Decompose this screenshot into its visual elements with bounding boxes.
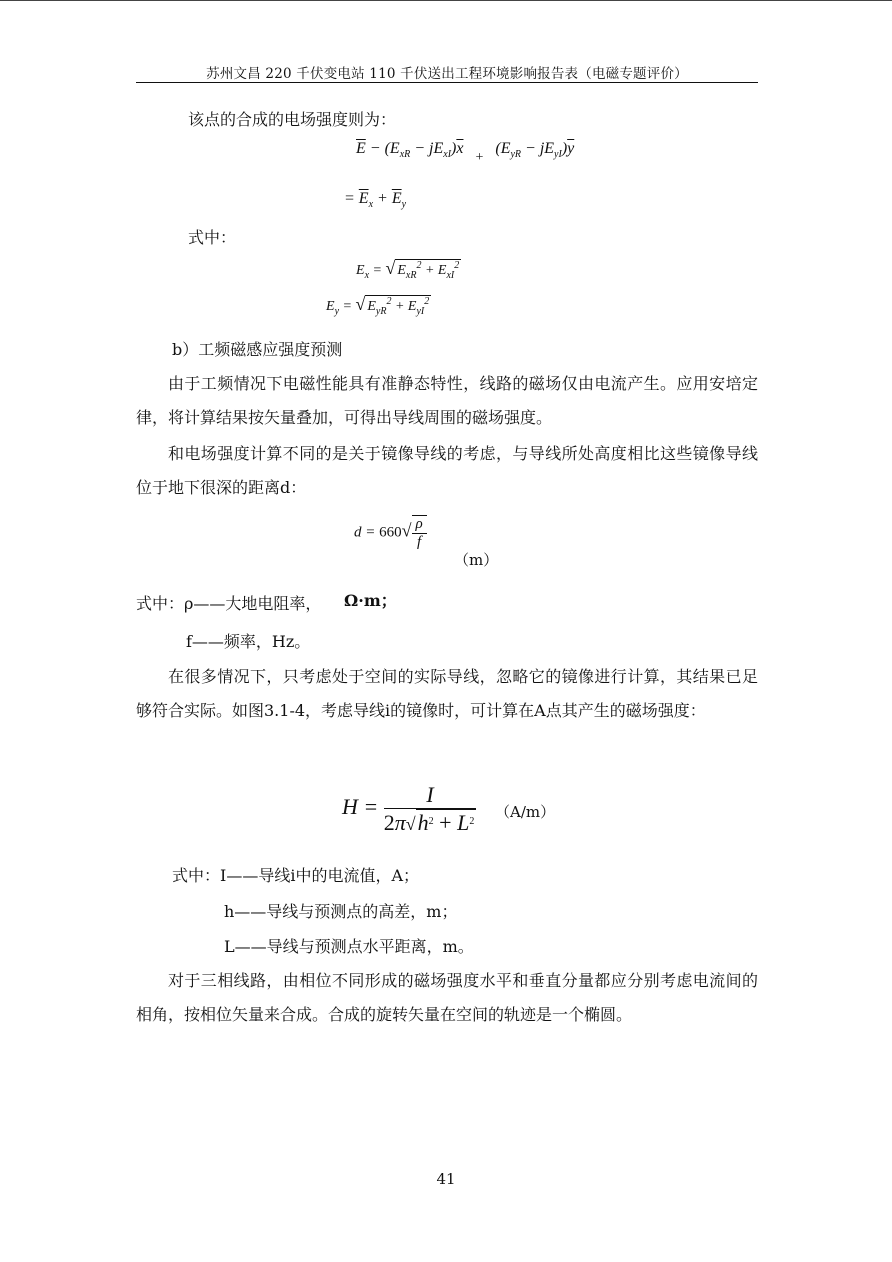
top-border bbox=[0, 0, 892, 1]
paragraph-1: 由于工频情况下电磁性能具有准静态特性，线路的磁场仅由电流产生。应用安培定律，将计算结果按矢量叠加，可得出导线周围的磁场强度。 bbox=[136, 374, 758, 427]
paragraph-4: 对于三相线路，由相位不同形成的磁场强度水平和垂直分量都应分别考虑电流间的相角，按相位矢量来合成。合成的旋转矢量在空间的轨迹是一个椭圆。 bbox=[136, 971, 758, 1024]
d-unit: （m） bbox=[454, 551, 499, 569]
equation-h: H = $\frac{I}{2\pi√h^2 + L^2}$ bbox=[342, 782, 475, 835]
page-header: 苏州文昌 220 千伏变电站 110 千伏送出工程环境影响报告表（电磁专题评价） bbox=[206, 66, 688, 82]
rho-unit: Ω·m； bbox=[344, 591, 397, 610]
header-rule bbox=[136, 82, 758, 83]
i-definition: 式中：I——导线i中的电流值，A； bbox=[172, 866, 419, 885]
equation-e-sum: = $\overline{E}_x + \overline{E}_y$ bbox=[344, 190, 407, 210]
rho-definition: 式中：ρ——大地电阻率， bbox=[136, 594, 322, 613]
equation-d: d = 660√ $\frac{\rho}{f}$ bbox=[354, 515, 427, 551]
equation-ex: $E_x$ = √ $E_{xR}^2 + E_{xI}^2$ bbox=[356, 258, 460, 281]
h-definition: h——导线与预测点的高差，m； bbox=[224, 902, 458, 921]
shizhong-label-1: 式中： bbox=[188, 228, 237, 247]
h-unit: （A/m） bbox=[495, 803, 556, 821]
resultant-intro: 该点的合成的电场强度则为： bbox=[188, 110, 397, 129]
equation-e-vector: $\overline{E} - (E_{xR} - jE_{xI})\overline{x} + (E_{yR} - jE_{yI})\overline{y}$ bbox=[356, 140, 575, 165]
l-definition: L——导线与预测点水平距离，m。 bbox=[224, 937, 474, 956]
equation-ey: $E_y$ = √ $E_{yR}^2 + E_{yI}^2$ bbox=[326, 294, 430, 317]
paragraph-3: 在很多情况下，只考虑处于空间的实际导线，忽略它的镜像进行计算，其结果已足够符合实际。如图3.1-4，考虑导线i的镜像时，可计算在A点其产生的磁场强度： bbox=[136, 667, 758, 720]
f-definition: f——频率，Hz。 bbox=[186, 632, 311, 651]
page-number: 41 bbox=[436, 1170, 456, 1188]
paragraph-2: 和电场强度计算不同的是关于镜像导线的考虑，与导线所处高度相比这些镜像导线位于地下很深的距离d： bbox=[136, 444, 758, 497]
section-b-heading: b）工频磁感应强度预测 bbox=[172, 340, 343, 359]
